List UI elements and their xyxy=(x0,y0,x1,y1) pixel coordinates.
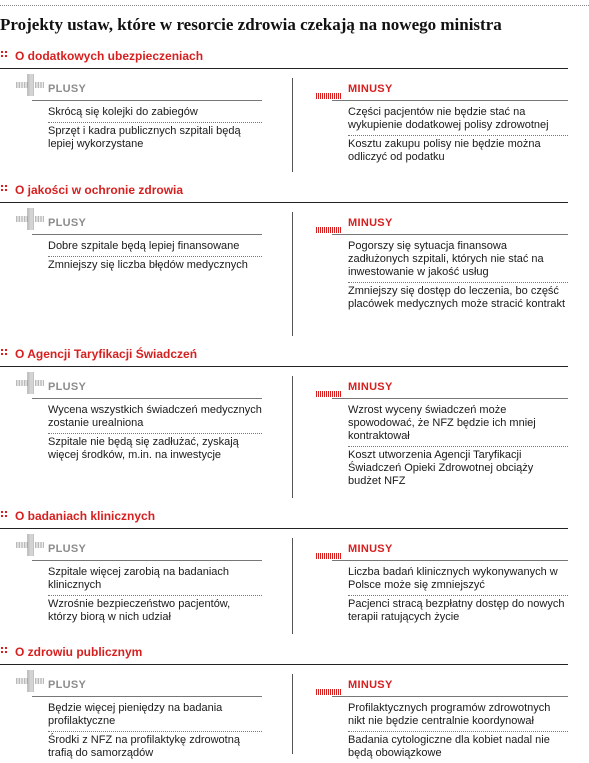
items-list xyxy=(48,104,262,154)
section-rule xyxy=(0,202,568,203)
list-item: Zmniejszy się dostęp do leczenia, bo część placówek medycznych może stracić kontrakt xyxy=(348,285,566,310)
plus-cross-icon xyxy=(15,74,45,96)
minusy-column xyxy=(300,674,568,759)
top-rule xyxy=(0,5,589,6)
list-item: Wycena wszystkich świadczeń medycznych zostanie urealniona xyxy=(48,402,262,434)
plusy-label xyxy=(0,78,262,98)
items-list xyxy=(48,238,262,275)
label-text: PLUSY xyxy=(48,381,87,393)
list-item: Wzrost wyceny świadczeń może spowodować, że NFZ będzie ich mniej kontraktował xyxy=(348,402,568,447)
plusy-column xyxy=(0,674,262,759)
section-rule xyxy=(0,528,568,529)
list-item: Kosztu zakupu polisy nie będzie można odliczyć od podatku xyxy=(348,138,541,163)
section xyxy=(0,640,589,760)
section-title: O Agencji Taryfikacji Świadczeń xyxy=(15,347,198,361)
section-rule xyxy=(0,366,568,367)
list-item: Profilaktycznych programów zdrowotnych nikt nie będzie centralnie koordynował xyxy=(348,700,568,732)
section-rule xyxy=(0,664,568,665)
plusy-column xyxy=(0,376,262,461)
minus-bar-icon xyxy=(316,86,342,92)
minus-bar-icon xyxy=(316,546,342,552)
label-underline xyxy=(332,560,568,561)
section-title: O badaniach klinicznych xyxy=(15,509,156,523)
list-item: Wzrośnie bezpieczeństwo pacjentów, którzy biorą w nich udział xyxy=(48,598,231,623)
section xyxy=(0,342,589,504)
list-item: Będzie więcej pieniędzy na badania profilaktyczne xyxy=(48,700,262,732)
items-list xyxy=(48,564,262,627)
label-text: PLUSY xyxy=(48,83,87,95)
label-text: MINUSY xyxy=(348,217,393,229)
dot-grid-icon xyxy=(0,348,8,356)
items-list xyxy=(348,104,568,167)
minusy-column xyxy=(300,78,568,163)
list-item: Pacjenci stracą bezpłatny dostęp do nowych terapii ratujących życie xyxy=(348,598,565,623)
section-heading xyxy=(0,640,589,666)
section-heading xyxy=(0,342,589,368)
label-underline xyxy=(332,100,568,101)
label-text: PLUSY xyxy=(48,217,87,229)
list-item: Zmniejszy się liczba błędów medycznych xyxy=(48,259,248,271)
list-item: Dobre szpitale będą lepiej finansowane xyxy=(48,238,262,257)
plusy-column xyxy=(0,212,262,271)
minusy-column xyxy=(300,212,568,310)
label-underline xyxy=(332,234,568,235)
label-text: MINUSY xyxy=(348,83,393,95)
column-divider xyxy=(292,538,293,634)
list-item: Sprzęt i kadra publicznych szpitali będą lepiej wykorzystane xyxy=(48,125,241,150)
column-divider xyxy=(292,376,293,498)
column-divider xyxy=(292,212,293,336)
label-underline xyxy=(32,100,262,101)
minus-bar-icon xyxy=(316,682,342,688)
list-item: Badania cytologiczne dla kobiet nadal nie będą obowiązkowe xyxy=(348,734,550,759)
label-text: MINUSY xyxy=(348,679,393,691)
plusy-column xyxy=(0,78,262,150)
section-heading xyxy=(0,44,589,70)
section-rule xyxy=(0,68,568,69)
minusy-label xyxy=(300,538,568,558)
list-item: Szpitale więcej zarobią na badaniach klinicznych xyxy=(48,564,262,596)
section-title: O dodatkowych ubezpieczeniach xyxy=(15,49,204,63)
section-heading xyxy=(0,504,589,530)
dot-grid-icon xyxy=(0,510,8,518)
minusy-column xyxy=(300,538,568,623)
plusy-label xyxy=(0,674,262,694)
plus-cross-icon xyxy=(15,372,45,394)
list-item: Koszt utworzenia Agencji Taryfikacji Świadczeń Opieki Zdrowotnej obciąży budżet NFZ xyxy=(348,449,534,487)
items-list xyxy=(48,402,262,465)
label-underline xyxy=(32,696,262,697)
items-list xyxy=(48,700,262,763)
list-item: Pogorszy się sytuacja finansowa zadłużonych szpitali, których nie stać na inwestowanie w jakość usług xyxy=(348,238,568,283)
plus-cross-icon xyxy=(15,534,45,556)
items-list xyxy=(348,564,568,627)
minus-bar-icon xyxy=(316,220,342,226)
list-item: Części pacjentów nie będzie stać na wykupienie dodatkowej polisy zdrowotnej xyxy=(348,104,568,136)
label-text: MINUSY xyxy=(348,543,393,555)
plus-cross-icon xyxy=(15,670,45,692)
label-underline xyxy=(332,398,568,399)
dot-grid-icon xyxy=(0,646,8,654)
section-title: O jakości w ochronie zdrowia xyxy=(15,183,184,197)
list-item: Liczba badań klinicznych wykonywanych w Polsce może się zmniejszyć xyxy=(348,564,568,596)
plusy-label xyxy=(0,212,262,232)
minusy-label xyxy=(300,212,568,232)
section xyxy=(0,178,589,342)
list-item: Środki z NFZ na profilaktykę zdrowotną trafią do samorządów xyxy=(48,734,240,759)
dot-grid-icon xyxy=(0,50,8,58)
plusy-label xyxy=(0,376,262,396)
minusy-label xyxy=(300,376,568,396)
label-underline xyxy=(32,560,262,561)
label-underline xyxy=(332,696,568,697)
items-list xyxy=(348,402,568,491)
page-title: Projekty ustaw, które w resorcie zdrowia czekają na nowego ministra xyxy=(0,15,502,34)
column-divider xyxy=(292,78,293,172)
plusy-column xyxy=(0,538,262,623)
items-list xyxy=(348,700,568,763)
section-title: O zdrowiu publicznym xyxy=(15,645,143,659)
minusy-column xyxy=(300,376,568,487)
label-text: PLUSY xyxy=(48,679,87,691)
column-divider xyxy=(292,674,293,754)
plus-cross-icon xyxy=(15,208,45,230)
minusy-label xyxy=(300,674,568,694)
minusy-label xyxy=(300,78,568,98)
section xyxy=(0,44,589,178)
plusy-label xyxy=(0,538,262,558)
label-underline xyxy=(32,234,262,235)
label-text: MINUSY xyxy=(348,381,393,393)
dot-grid-icon xyxy=(0,184,8,192)
section-heading xyxy=(0,178,589,204)
items-list xyxy=(348,238,568,314)
list-item: Skrócą się kolejki do zabiegów xyxy=(48,104,262,123)
minus-bar-icon xyxy=(316,384,342,390)
label-text: PLUSY xyxy=(48,543,87,555)
list-item: Szpitale nie będą się zadłużać, zyskają więcej środków, m.in. na inwestycje xyxy=(48,436,239,461)
label-underline xyxy=(32,398,262,399)
section xyxy=(0,504,589,640)
